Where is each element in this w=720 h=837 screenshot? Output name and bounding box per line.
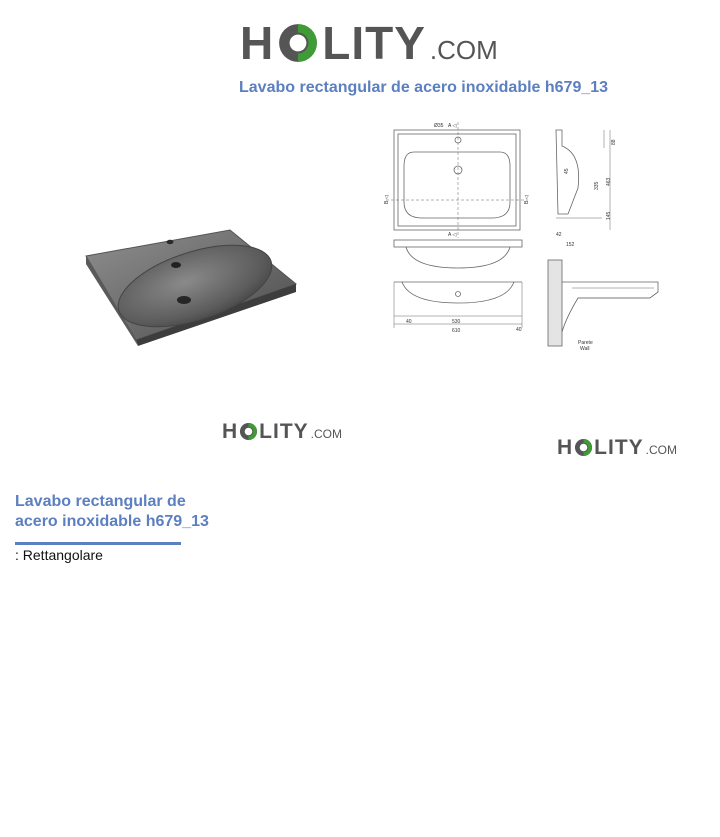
drawing-dim-610: 610 — [452, 328, 461, 334]
product-name-line-1: Lavabo rectangular de — [15, 493, 186, 510]
logo-o-icon — [574, 438, 593, 457]
logo-suffix: .COM — [645, 443, 678, 457]
drawing-wall-label-en: Wall — [580, 346, 590, 352]
product-photo — [80, 222, 302, 346]
drawing-dim-335: 335 — [594, 181, 600, 190]
logo-text-lity: LITY — [594, 436, 644, 459]
section-divider — [15, 542, 181, 545]
drawing-label-a-top: A ◁ — [448, 123, 457, 129]
product-name — [15, 492, 235, 532]
drawing-dim-45: 45 — [564, 168, 570, 174]
logo-text-h: H — [240, 17, 275, 69]
logo-suffix: .COM — [310, 427, 343, 441]
drawing-dim-40-left: 40 — [406, 319, 412, 325]
drawing-dim-40-right: 40 — [516, 327, 522, 333]
drawing-wall-label-it: Parete — [578, 340, 593, 346]
holity-watermark-logo — [557, 434, 677, 458]
product-name-line-2: acero inoxidable h679_13 — [15, 513, 209, 530]
drawing-dim-145: 145 — [606, 211, 612, 220]
product-feature: : Rettangolare — [15, 547, 103, 563]
page-title: Lavabo rectangular de acero inoxidable h679_13 — [239, 79, 609, 96]
logo-text-lity: LITY — [322, 17, 426, 69]
drawing-dim-530: 530 — [452, 319, 461, 325]
technical-drawing — [382, 118, 666, 358]
logo-text-h: H — [557, 436, 574, 459]
logo-o-icon — [239, 422, 258, 441]
drawing-dim-463: 463 — [606, 177, 612, 186]
logo-text-lity: LITY — [259, 420, 309, 443]
holity-watermark-logo — [222, 418, 342, 442]
drawing-dim-hole: Ø35 — [434, 123, 444, 129]
drawing-dim-42: 42 — [556, 232, 562, 238]
logo-suffix: .COM — [429, 35, 498, 65]
drawing-dim-152: 152 — [566, 242, 575, 248]
holity-logo[interactable] — [240, 14, 498, 69]
drawing-label-a-bottom: A ◁ — [448, 232, 457, 238]
drawing-dim-88: 88 — [611, 139, 617, 145]
logo-text-h: H — [222, 420, 239, 443]
drawing-label-b-left: B ◁ — [384, 195, 390, 204]
logo-o-icon — [277, 22, 319, 64]
drawing-label-b-right: B ◁ — [524, 195, 530, 204]
